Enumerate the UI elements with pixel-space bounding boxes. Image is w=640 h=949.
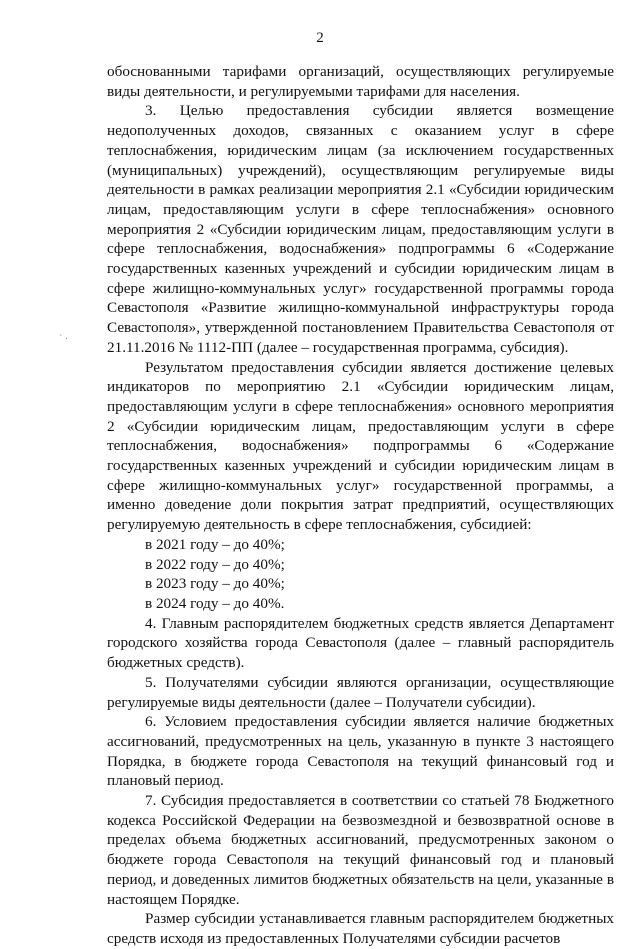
paragraph-continuation: обоснованными тарифами организаций, осуществляющих регулируемые виды деятельности, и регулируемыми тарифами для населения. [107, 63, 614, 100]
paragraph-6-condition: 6. Условием предоставления субсидии является наличие бюджетных ассигнований, предусмотренных на цель, указанную в пункте 3 настоящего Порядка, в бюджете города Севастополя на текущий финансовый год и плановый период. [107, 713, 614, 790]
paragraph-3-purpose: 3. Целью предоставления субсидии является возмещение недополученных доходов, связанных с оказанием услуг в сфере теплоснабжения, юридическим лицам (за исключением государственных (муниципальных) учреждений), осуществляющим регулируемые виды деятельности в рамках реализации мероприятия 2.1 «Субсидии юридическим лицам, предоставляющим услуги в сфере теплоснабжения» основного мероприятия 2 «Субсидии юридическим лицам, предоставляющим услуги в сфере теплоснабжения, водоснабжения» подпрограммы 6 «Содержание государственных казенных учреждений и субсидии юридическим лицам в сфере жилищно-коммунальных услуг» государственной программы города Севастополя «Развитие жилищно-коммунальной инфраструктуры города Севастополя», утвержденной постановлением Правительства Севастополя от 21.11.2016 № 1112-ПП (далее – государственная программа, субсидия). [107, 102, 614, 356]
paragraph-result: Результатом предоставления субсидии является достижение целевых индикаторов по мероприятию 2.1 «Субсидии юридическим лицам, предоставляющим услуги в сфере теплоснабжения» основного мероприятия 2 «Субсидии юридическим лицам, предоставляющим услуги в сфере теплоснабжения, водоснабжения» подпрограммы 6 «Содержание государственных казенных учреждений и субсидии юридическим лицам в сфере жилищно-коммунальных услуг» государственной программы, а именно доведение доли покрытия затрат предприятий, осуществляющих регулируемую деятельность в сфере теплоснабжения, субсидией: [107, 358, 614, 534]
year-item-2023: в 2023 году – до 40%; [145, 575, 285, 593]
document-body [107, 62, 614, 949]
year-item-2021: в 2021 году – до 40%; [145, 535, 285, 553]
paragraph-4-budget-holder: 4. Главным распорядителем бюджетных средств является Департамент городского хозяйства города Севастополя (далее – главный распорядитель бюджетных средств). [107, 614, 614, 672]
paragraph-7-provision: 7. Субсидия предоставляется в соответствии со статьей 78 Бюджетного кодекса Российской Федерации на безвозмездной и безвозвратной основе в пределах объема бюджетных ассигнований, предусмотренных законом о бюджете города Севастополя на текущий финансовый год и плановый период, и доведенных лимитов бюджетных обязательств на цели, указанные в настоящем Порядке. [107, 792, 614, 908]
year-item-2024: в 2024 году – до 40%. [145, 594, 285, 612]
page-number: 2 [316, 30, 324, 46]
paragraph-5-recipients: 5. Получателями субсидии являются организации, осуществляющие регулируемые виды деятельности (далее – Получатели субсидии). [107, 673, 614, 711]
margin-scan-mark: ` · [59, 334, 69, 345]
year-item-2022: в 2022 году – до 40%; [145, 555, 285, 573]
paragraph-subsidy-size: Размер субсидии устанавливается главным распорядителем бюджетных средств исходя из предоставленных Получателями субсидии расчетов [107, 910, 614, 947]
